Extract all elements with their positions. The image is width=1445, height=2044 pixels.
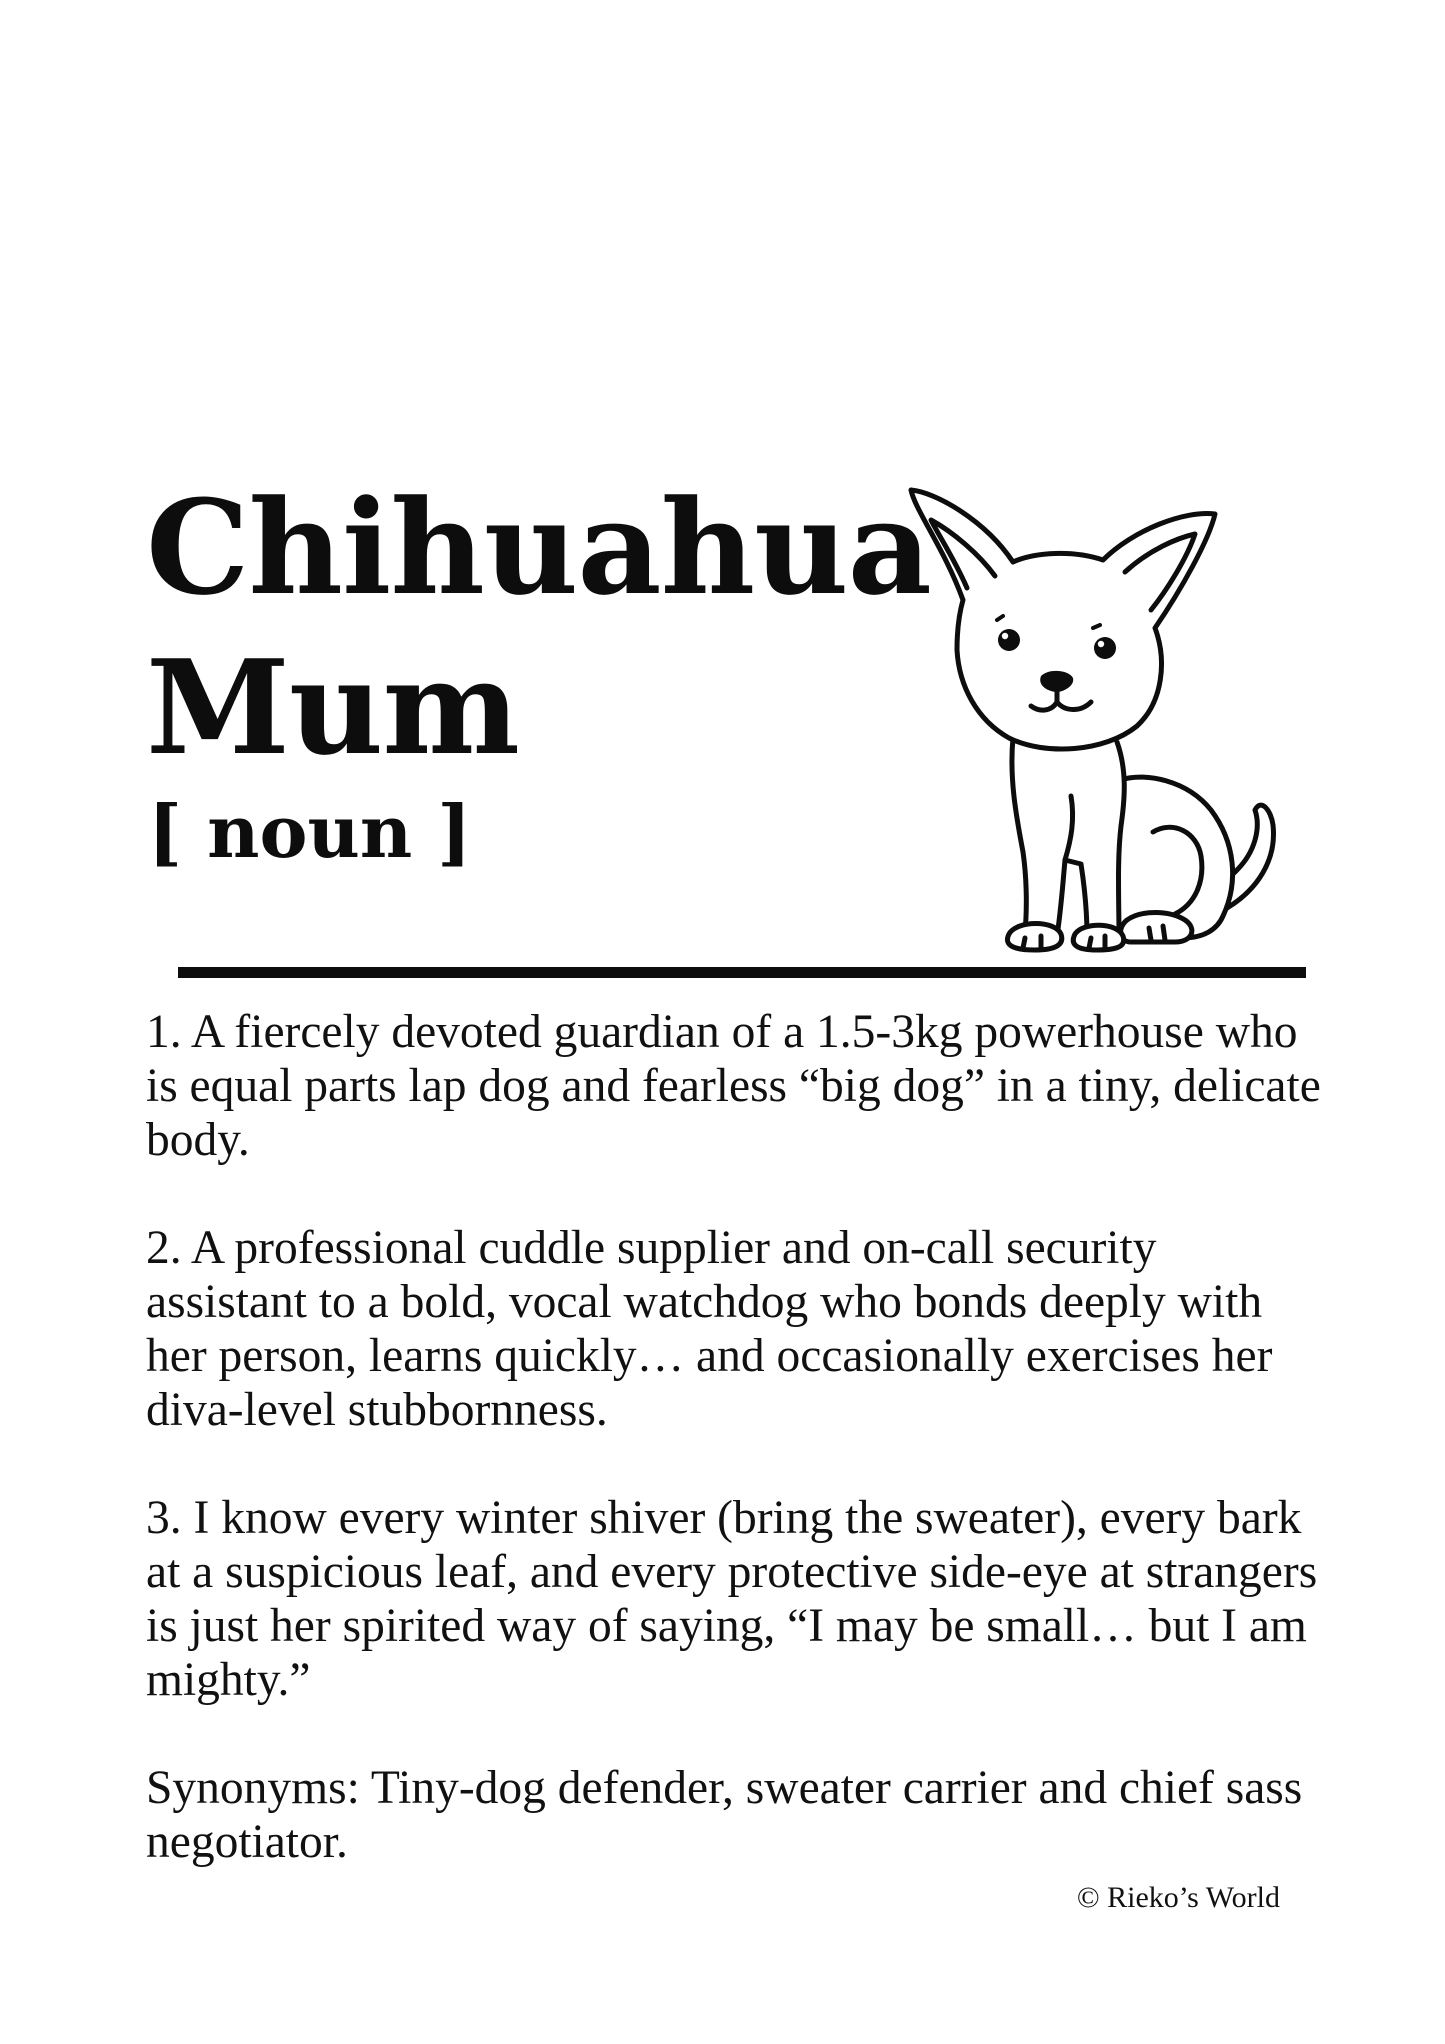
synonyms: Synonyms: Tiny-dog defender, sweater carrier and chief sass negotiator. (146, 1762, 1303, 1868)
dog-back-paw (1121, 913, 1192, 943)
definition-3: 3. I know every winter shiver (bring the sweater), every bark at a suspicious leaf, and every protective side-eye at strangers is just her spirited way of saying, “I may be small… but I am mighty.” (146, 1492, 1318, 1706)
part-of-speech: [ noun ] (148, 789, 472, 874)
dog-front-paw-right (1073, 925, 1123, 950)
page-title (146, 468, 931, 788)
dog-eye-right (1094, 637, 1116, 659)
divider-rule (178, 967, 1306, 978)
definition-2: 2. A professional cuddle supplier and on-call security assistant to a bold, vocal watchdog who bonds deeply with her person, learns quickly… and occasionally exercises her diva-level stubbornness. (146, 1222, 1273, 1436)
chihuahua-dog-icon (905, 480, 1325, 970)
dog-head (911, 490, 1215, 749)
definition-body (146, 1005, 1326, 1869)
dog-eye-left (998, 629, 1020, 651)
definition-1: 1. A fiercely devoted guardian of a 1.5-3kg powerhouse who is equal parts lap dog and fearless “big dog” in a tiny, delicate body. (146, 1006, 1321, 1166)
copyright-credit: © Rieko’s World (1076, 1881, 1280, 1914)
title-line-2: Mum (146, 631, 519, 784)
dog-front-paw-left (1007, 924, 1061, 951)
title-line-1: Chihuahua (146, 471, 931, 624)
